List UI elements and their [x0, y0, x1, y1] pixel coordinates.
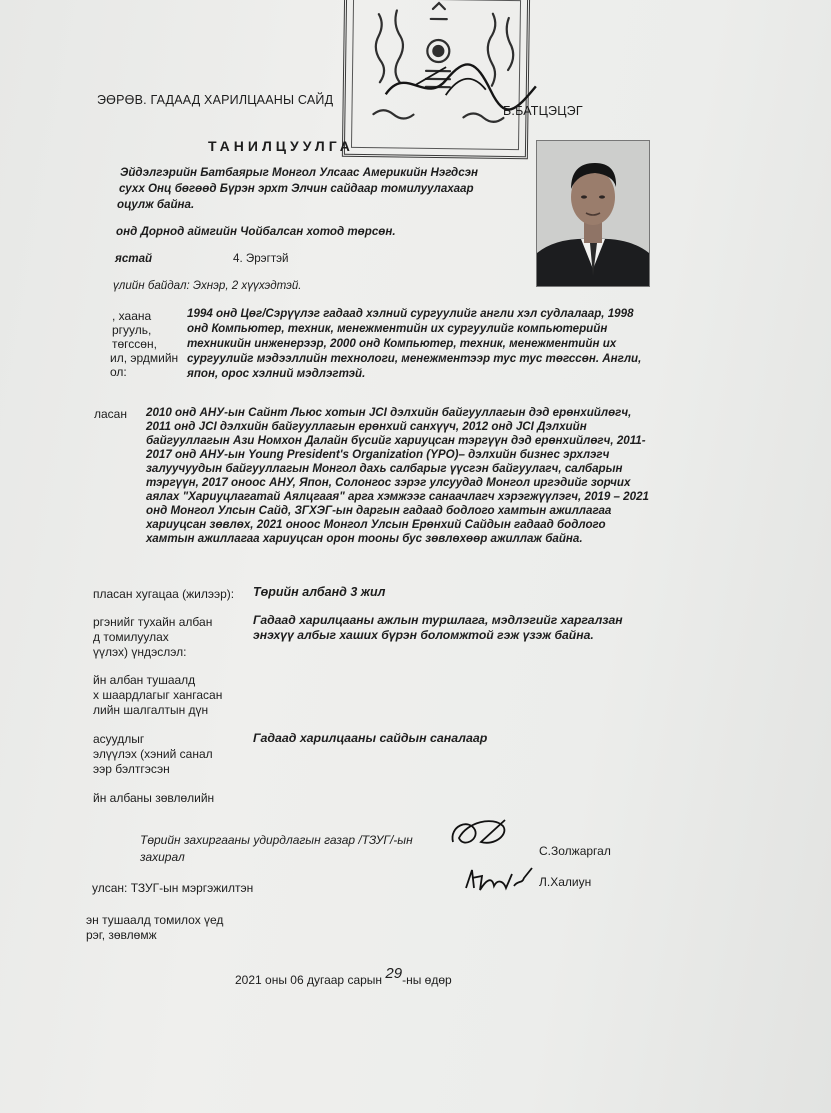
grounds-line: энэхүү албыг хаших бүрэн боломжтой гэж үзэж байна. — [253, 628, 594, 642]
preparer-label: улсан: ТЗУГ-ын мэргэжилтэн — [92, 881, 254, 895]
person-portrait-icon — [537, 141, 649, 286]
work-line: хамтын ажиллагаа хариуцсан орон тооны бус зөвлөхөөр ажиллаж байна. — [146, 532, 583, 545]
education-line: 1994 онд Цөг/Сэрүүлэг гадаад хэлний сургуулийг англи хэл судлалаар, 1998 — [187, 307, 634, 320]
grounds-label: ргэнийг тухайн албан — [93, 615, 213, 629]
grounds-label: үүлэх) үндэслэл: — [93, 645, 187, 659]
work-line: байгууллагын Ази Номхон Далайн бүсийг хариуцсан тэргүүн дэд ерөнхийлөгч, 2011- — [146, 434, 646, 447]
signature-1-icon — [445, 812, 515, 857]
proposal-label: асуудлыг — [93, 732, 145, 746]
work-line: 2010 онд АНУ-ын Сайнт Льюс хотын JCI дэлхийн байгууллагын дэд ерөнхийлөгч, — [146, 406, 632, 419]
intro-line-2: сухх Онц бөгөөд Бүрэн эрхт Элчин сайдаар томилуулахаар — [119, 182, 474, 195]
education-label: ил, эрдмийн — [110, 351, 179, 365]
exam-label: х шаардлагыг хангасан — [93, 688, 223, 702]
birth-info: онд Дорнод аймгийн Чойбалсан хотод төрсөн. — [116, 225, 396, 238]
family-status: үлийн байдал: Эхнэр, 2 хүүхэдтэй. — [113, 279, 302, 292]
notes-label: эн тушаалд томилох үед — [86, 913, 224, 927]
education-line: япон, орос хэлний мэдлэгтэй. — [187, 367, 366, 380]
work-line: 2011 онд JCI дэлхийн байгууллагын ерөнхий санхүүч, 2012 онд JCI Дэлхийн — [146, 420, 587, 433]
header-right-name: Б.БАТЦЭЦЭГ — [503, 104, 583, 118]
education-line: техникийн инженерээр, 2000 онд Компьютер, техник, менежментийн их — [187, 337, 617, 350]
portrait-photo — [536, 140, 650, 287]
education-label: , хаана — [112, 309, 152, 323]
education-line: сургуулийг мэдээллийн технологи, менежментээр тус тус төгссөн. Англи, — [187, 352, 642, 365]
department-title-line-2: захирал — [140, 850, 185, 864]
exam-label: йн албан тушаалд — [93, 673, 196, 687]
work-line: хариуцсан зөвлөх, 2021 оноос Монгол Улсын Ерөнхий Сайдын гадаад бодлого — [146, 518, 606, 531]
work-line: аялах "Хариуцлагатай Аялцгаая" арга хэмжээг санаачлагч хэрэгжүүлэгч, 2019 – 2021 — [146, 490, 649, 503]
work-line: тэргүүн, 2017 оноос АНУ, Япон, Солонгос зэрэг улсуудад Монгол иргэдийг зорчих — [146, 476, 631, 489]
intro-line-1: Эйдэлгэрийн Батбаярыг Монгол Улсаас Америкийн Нэгдсэн — [120, 166, 479, 179]
education-line: онд Компьютер, техник, менежментийн их сургуулийг компьютерийн — [187, 322, 608, 335]
proposal-label: элүүлэх (хэний санал — [93, 747, 213, 761]
service-label: пласан хугацаа (жилээр): — [93, 587, 235, 601]
work-line: залуучуудын байгууллагын Монгол дахь салбарыг үүсгэн байгуулагч, салбарын — [146, 462, 623, 475]
proposal-label: ээр бэлтгэсэн — [93, 762, 170, 776]
signatory-name-2: Л.Халиун — [539, 875, 592, 889]
signature-2-icon — [462, 862, 534, 898]
nationality-label: ястай — [115, 252, 153, 265]
sex-value: 4. Эрэгтэй — [233, 252, 289, 265]
department-title-line-1: Төрийн захиргааны удирдлагын газар /ТЗУГ/-ын — [140, 833, 413, 847]
grounds-line: Гадаад харилцааны ажлын туршлага, мэдлэгийг харгалзан — [253, 613, 623, 627]
council-label: йн албаны зөвлөлийн — [93, 791, 215, 805]
date-day: 29 — [385, 965, 403, 982]
official-stamp — [342, 0, 530, 159]
date-line — [235, 965, 452, 988]
work-label: ласан — [94, 407, 127, 421]
education-label: ргууль, — [112, 323, 152, 337]
header-left-text: ЭӨРӨВ. ГАДААД ХАРИЛЦААНЫ САЙД — [97, 93, 334, 107]
grounds-label: д томилуулах — [93, 630, 169, 644]
service-value: Төрийн албанд 3 жил — [253, 585, 386, 599]
education-label: төгссөн, — [112, 337, 157, 351]
exam-label: лийн шалгалтын дүн — [93, 703, 209, 717]
date-prefix: 2021 оны 06 дугаар сарын — [235, 973, 383, 987]
proposal-value: Гадаад харилцааны сайдын саналаар — [253, 731, 488, 745]
work-line: 2017 онд АНУ-ын Young President's Organization (YPO)– дэлхийн бизнес эрхлэгч — [146, 448, 610, 461]
signatory-name-1: С.Золжаргал — [539, 844, 611, 858]
intro-line-3: оцулж байна. — [117, 198, 195, 211]
notes-label: рэг, зөвлөмж — [86, 928, 157, 942]
page-title: ТАНИЛЦУУЛГА — [208, 138, 354, 154]
date-suffix: -ны өдөр — [402, 973, 452, 987]
work-line: онд Монгол Улсын Сайд, ЗГХЭГ-ын даргын гадаад бодлого хамтын ажиллагаа — [146, 504, 612, 517]
education-label: ол: — [110, 365, 127, 379]
